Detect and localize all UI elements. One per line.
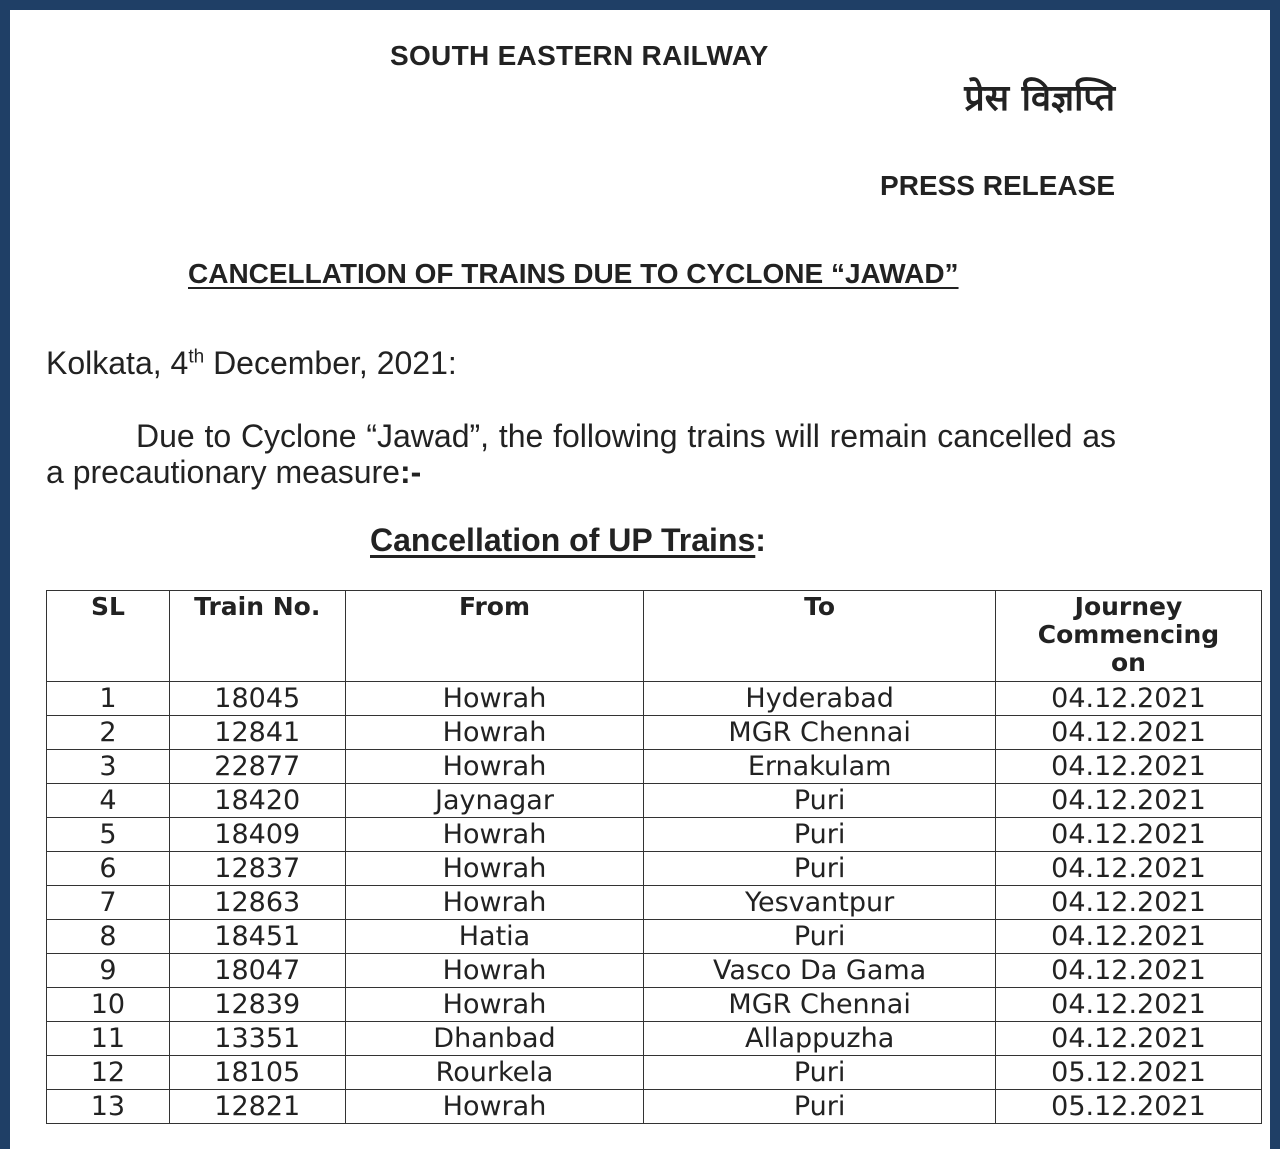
cell-sl: 6 [47,852,170,886]
organization-name: SOUTH EASTERN RAILWAY [390,40,769,71]
table-row [47,852,1262,886]
dateline-place: Kolkata, 4 [46,345,189,381]
cell-journey-date: 04.12.2021 [995,750,1261,784]
table-row [47,886,1262,920]
cell-to: Allappuzha [644,1022,996,1056]
cell-from: Howrah [345,988,644,1022]
cell-train-no: 18045 [169,682,345,716]
header-to: To [644,591,996,682]
cell-from: Rourkela [345,1056,644,1090]
cell-train-no: 22877 [169,750,345,784]
cell-sl: 10 [47,988,170,1022]
cell-to: Vasco Da Gama [644,954,996,988]
cell-train-no: 12863 [169,886,345,920]
cell-to: MGR Chennai [644,988,996,1022]
section-title [370,522,766,559]
cell-from: Howrah [345,954,644,988]
table-row [47,920,1262,954]
header-from: From [345,591,644,682]
cell-from: Dhanbad [345,1022,644,1056]
cell-train-no: 12821 [169,1090,345,1124]
table-row [47,988,1262,1022]
cell-journey-date: 04.12.2021 [995,920,1261,954]
cell-from: Howrah [345,852,644,886]
dateline-date: December, 2021: [204,345,457,381]
section-title-suffix: : [755,522,766,558]
cell-from: Howrah [345,750,644,784]
cell-train-no: 18105 [169,1056,345,1090]
body-paragraph-suffix: :- [399,454,422,490]
cell-from: Howrah [345,818,644,852]
cell-journey-date: 04.12.2021 [995,784,1261,818]
table-row [47,1056,1262,1090]
cell-sl: 4 [47,784,170,818]
cell-journey-date: 04.12.2021 [995,716,1261,750]
cell-to: Puri [644,1090,996,1124]
table-row [47,1090,1262,1124]
cell-journey-date: 04.12.2021 [995,818,1261,852]
dateline [46,345,457,382]
cell-sl: 12 [47,1056,170,1090]
cell-to: Puri [644,852,996,886]
header-journey-commencing: Journey Commencing on [995,591,1261,682]
headline: CANCELLATION OF TRAINS DUE TO CYCLONE “JAWAD” [188,258,959,289]
table-row [47,784,1262,818]
cell-to: MGR Chennai [644,716,996,750]
cell-sl: 7 [47,886,170,920]
cell-sl: 5 [47,818,170,852]
cell-train-no: 18451 [169,920,345,954]
cell-from: Howrah [345,682,644,716]
cell-train-no: 18409 [169,818,345,852]
cell-journey-date: 04.12.2021 [995,954,1261,988]
cell-sl: 9 [47,954,170,988]
cell-from: Howrah [345,1090,644,1124]
dateline-ordinal: th [188,346,205,368]
table-row [47,1022,1262,1056]
cell-journey-date: 04.12.2021 [995,1022,1261,1056]
cell-to: Hyderabad [644,682,996,716]
header-sl: SL [47,591,170,682]
table-row [47,682,1262,716]
cell-sl: 3 [47,750,170,784]
cell-train-no: 12839 [169,988,345,1022]
table-body [47,682,1262,1124]
hindi-title: प्रेस विज्ञप्ति [964,78,1115,119]
body-paragraph-text: Due to Cyclone “Jawad”, the following trains will remain cancelled as a precautionary measure [46,418,1116,490]
cell-from: Howrah [345,886,644,920]
cell-sl: 13 [47,1090,170,1124]
table-row [47,716,1262,750]
cell-journey-date: 05.12.2021 [995,1090,1261,1124]
cell-sl: 11 [47,1022,170,1056]
cancelled-trains-table [46,590,1262,1124]
cell-journey-date: 04.12.2021 [995,682,1261,716]
cell-from: Hatia [345,920,644,954]
body-paragraph [46,418,1116,490]
cell-train-no: 12837 [169,852,345,886]
cell-to: Puri [644,920,996,954]
cell-sl: 1 [47,682,170,716]
cell-journey-date: 04.12.2021 [995,988,1261,1022]
cell-journey-date: 05.12.2021 [995,1056,1261,1090]
table-row [47,750,1262,784]
cell-train-no: 13351 [169,1022,345,1056]
cell-train-no: 12841 [169,716,345,750]
press-release-page [10,10,1270,1149]
cell-to: Yesvantpur [644,886,996,920]
cell-from: Jaynagar [345,784,644,818]
table-row [47,954,1262,988]
table-row [47,818,1262,852]
cell-train-no: 18047 [169,954,345,988]
cell-journey-date: 04.12.2021 [995,886,1261,920]
cell-sl: 8 [47,920,170,954]
cell-to: Puri [644,784,996,818]
press-release-label: PRESS RELEASE [880,170,1115,201]
cell-to: Puri [644,1056,996,1090]
cell-journey-date: 04.12.2021 [995,852,1261,886]
section-title-text: Cancellation of UP Trains [370,522,756,558]
header-train-no: Train No. [169,591,345,682]
cell-train-no: 18420 [169,784,345,818]
cell-to: Puri [644,818,996,852]
cell-sl: 2 [47,716,170,750]
cell-to: Ernakulam [644,750,996,784]
cell-from: Howrah [345,716,644,750]
table-header-row [47,591,1262,682]
